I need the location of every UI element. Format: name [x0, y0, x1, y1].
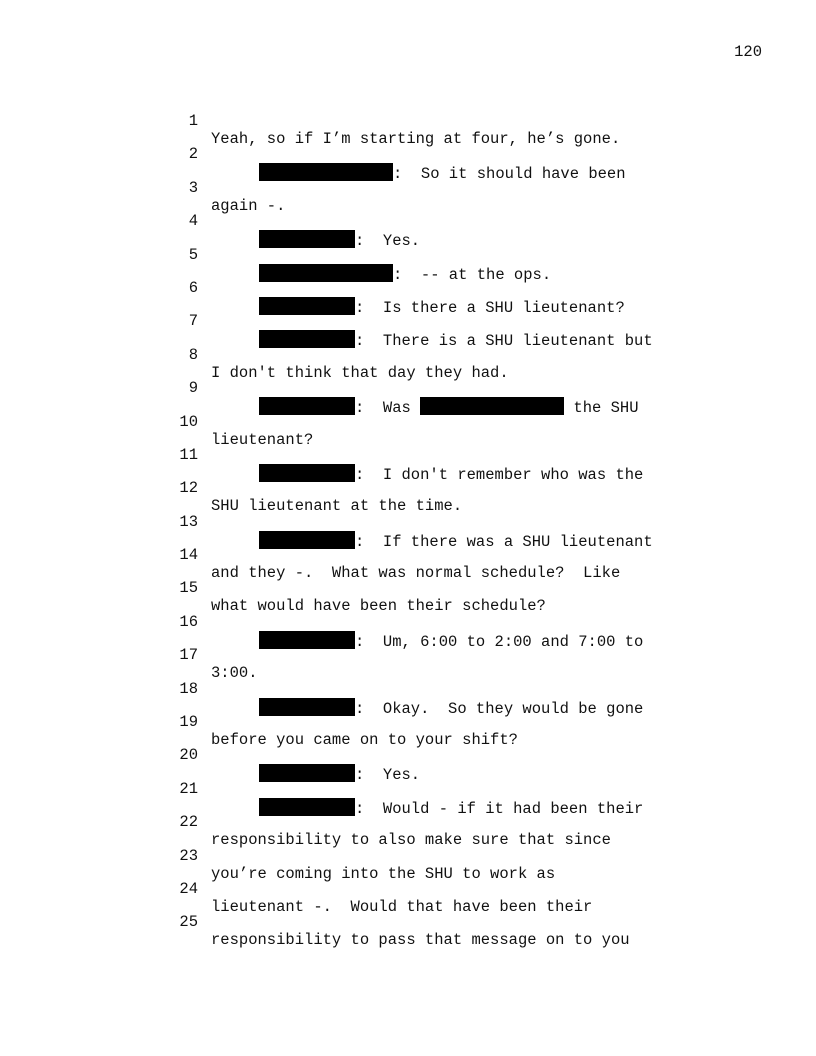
transcript-line — [0, 728, 816, 785]
line-number: 6 — [188, 278, 198, 297]
line-number: 10 — [179, 412, 198, 431]
line-number: 2 — [188, 145, 198, 164]
transcript-line — [0, 161, 816, 215]
line-text: again -. — [211, 196, 286, 215]
line-number: 11 — [179, 445, 198, 464]
line-text: 3:00. — [211, 664, 258, 683]
line-number: 24 — [179, 879, 198, 898]
transcript-line — [0, 528, 816, 583]
transcript-line — [0, 194, 816, 251]
line-number: 18 — [179, 679, 198, 698]
line-number: 14 — [179, 546, 198, 565]
line-text: lieutenant -. Would that have been their — [211, 897, 593, 916]
line-number: 8 — [188, 345, 198, 364]
line-number: 23 — [179, 846, 198, 865]
transcript-line — [0, 328, 816, 382]
page-number: 120 — [734, 43, 762, 61]
line-text: and they -. What was normal schedule? Like — [211, 564, 621, 583]
line-text: I don't think that day they had. — [211, 363, 509, 382]
line-number: 19 — [179, 713, 198, 732]
line-text: lieutenant? — [211, 430, 314, 449]
line-number: 9 — [188, 379, 198, 398]
transcript-line — [0, 561, 816, 616]
line-text: responsibility to also make sure that since — [211, 831, 611, 850]
line-text: : Would - if it had been their — [355, 799, 644, 818]
line-number: 3 — [188, 178, 198, 197]
transcript-line — [0, 628, 816, 683]
line-text: : Is there a SHU lieutenant? — [355, 298, 625, 317]
transcript-line — [0, 495, 816, 551]
line-text: before you came on to your shift? — [211, 731, 518, 750]
transcript-line — [0, 795, 816, 850]
transcript-line — [0, 662, 816, 718]
transcript-line — [0, 695, 816, 750]
transcript-line — [0, 94, 816, 148]
transcript-line — [0, 127, 816, 184]
transcript-line — [0, 461, 816, 516]
line-number: 15 — [179, 579, 198, 598]
line-number: 4 — [188, 212, 198, 231]
line-text: : So it should have been — [393, 165, 626, 184]
transcript-line — [0, 762, 816, 818]
line-number: 20 — [179, 746, 198, 765]
transcript-line — [0, 428, 816, 484]
transcript-line — [0, 395, 816, 449]
transcript-line — [0, 294, 816, 351]
line-number: 5 — [188, 245, 198, 264]
line-text: what would have been their schedule? — [211, 597, 546, 616]
line-text: : Okay. So they would be gone — [355, 699, 644, 718]
line-text: Yeah, so if I’m starting at four, he’s gone. — [211, 130, 621, 148]
transcript-line — [0, 261, 816, 317]
transcript-line — [0, 895, 816, 950]
line-text: : There is a SHU lieutenant but — [355, 332, 653, 351]
line-text: responsibility to pass that message on to you — [211, 931, 630, 950]
line-number: 13 — [179, 512, 198, 531]
line-number: 17 — [179, 646, 198, 665]
line-text: you’re coming into the SHU to work as — [211, 864, 556, 883]
line-text: SHU lieutenant at the time. — [211, 497, 463, 516]
line-number: 22 — [179, 813, 198, 832]
line-number: 12 — [179, 479, 198, 498]
line-number: 7 — [188, 312, 198, 331]
line-text: : Yes. — [355, 232, 421, 251]
transcript-body — [0, 94, 816, 950]
line-text: : Was — [355, 399, 421, 418]
line-number: 1 — [188, 112, 198, 130]
transcript-line — [0, 228, 816, 284]
transcript-line — [0, 829, 816, 883]
transcript-line — [0, 595, 816, 651]
line-number: 21 — [179, 779, 198, 798]
transcript-line — [0, 862, 816, 916]
line-text: : Um, 6:00 to 2:00 and 7:00 to — [355, 632, 644, 651]
transcript-line — [0, 361, 816, 418]
line-text: : I don't remember who was the — [355, 465, 644, 484]
line-text: : -- at the ops. — [393, 265, 552, 284]
line-text: : Yes. — [355, 766, 421, 785]
line-number: 16 — [179, 612, 198, 631]
line-number: 25 — [179, 913, 198, 932]
line-text: the SHU — [564, 399, 639, 418]
line-text: : If there was a SHU lieutenant — [355, 532, 653, 551]
